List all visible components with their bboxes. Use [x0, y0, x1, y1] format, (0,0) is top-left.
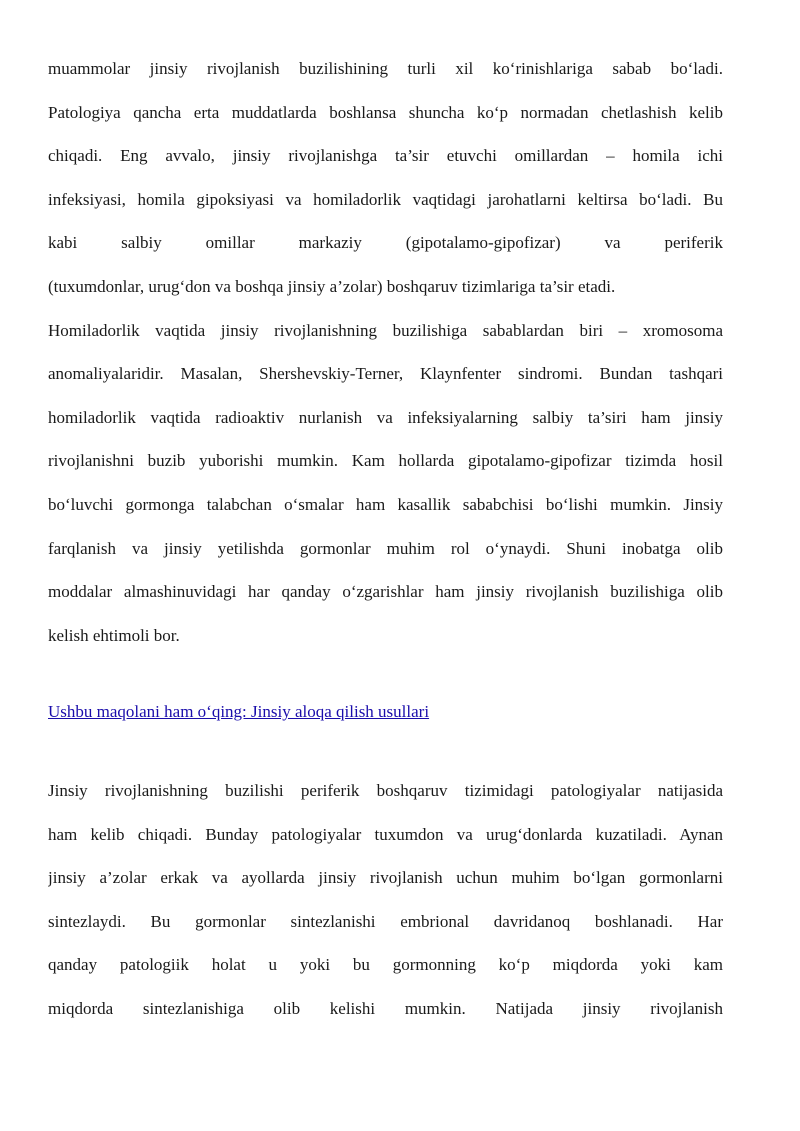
paragraph-1 [48, 47, 723, 657]
text-line: qanday patologiik holat u yoki bu gormonning ko‘p miqdorda yoki kam [48, 955, 723, 975]
text-line: ham kelib chiqadi. Bunday patologiyalar tuxumdon va urug‘donlarda kuzatiladi. Aynan [48, 824, 723, 844]
text-line: (tuxumdonlar, urug‘don va boshqa jinsiy a’zolar) boshqaruv tizimlariga ta’sir etadi. [48, 276, 616, 296]
text-line: infeksiyasi, homila gipoksiyasi va homiladorlik vaqtidagi jarohatlarni keltirsa bo‘ladi. Bu [48, 189, 723, 209]
article-body [48, 47, 723, 657]
text-line: miqdorda sintezlanishiga olib kelishi mumkin. Natijada jinsiy rivojlanish [48, 998, 723, 1018]
text-line: muammolar jinsiy rivojlanish buzilishining turli xil ko‘rinishlariga sabab bo‘ladi. [48, 59, 723, 78]
text-line: jinsiy a’zolar erkak va ayollarda jinsiy rivojlanish uchun muhim bo‘lgan gormonlarni [48, 868, 723, 888]
text-line: rivojlanishni buzib yuborishi mumkin. Kam hollarda gipotalamo-gipofizar tizimda hosil [48, 451, 723, 471]
text-line: Patologiya qancha erta muddatlarda boshlansa shuncha ko‘p normadan chetlashish kelib [48, 102, 723, 122]
text-line: anomaliyalaridir. Masalan, Shershevskiy-Terner, Klaynfenter sindromi. Bundan tashqari [48, 364, 723, 384]
related-article-link[interactable]: Ushbu maqolani ham o‘qing: Jinsiy aloqa qilish usullari [48, 702, 430, 721]
paragraph-2 [48, 769, 723, 1031]
text-line: bo‘luvchi gormonga talabchan o‘smalar ham kasallik sababchisi bo‘lishi mumkin. Jinsiy [48, 494, 723, 514]
text-line: farqlanish va jinsiy yetilishda gormonlar muhim rol o‘ynaydi. Shuni inobatga olib [48, 538, 723, 558]
text-line: kabi salbiy omillar markaziy (gipotalamo-gipofizar) va periferik [48, 233, 723, 253]
text-line: kelish ehtimoli bor. [48, 625, 180, 645]
article-body-continued [48, 769, 723, 1031]
text-line: Jinsiy rivojlanishning buzilishi periferik boshqaruv tizimidagi patologiyalar natijasida [48, 781, 723, 800]
related-article-block [48, 698, 429, 726]
text-line: moddalar almashinuvidagi har qanday o‘zgarishlar ham jinsiy rivojlanish buzilishiga olib [48, 582, 723, 602]
text-line: sintezlaydi. Bu gormonlar sintezlanishi embrional davridanoq boshlanadi. Har [48, 911, 723, 931]
text-line: Homiladorlik vaqtida jinsiy rivojlanishning buzilishiga sabablardan biri – xromosoma [48, 320, 723, 340]
text-line: homiladorlik vaqtida radioaktiv nurlanish va infeksiyalarning salbiy ta’siri ham jinsiy [48, 407, 723, 427]
text-line: chiqadi. Eng avvalo, jinsiy rivojlanishga ta’sir etuvchi omillardan – homila ichi [48, 146, 723, 166]
